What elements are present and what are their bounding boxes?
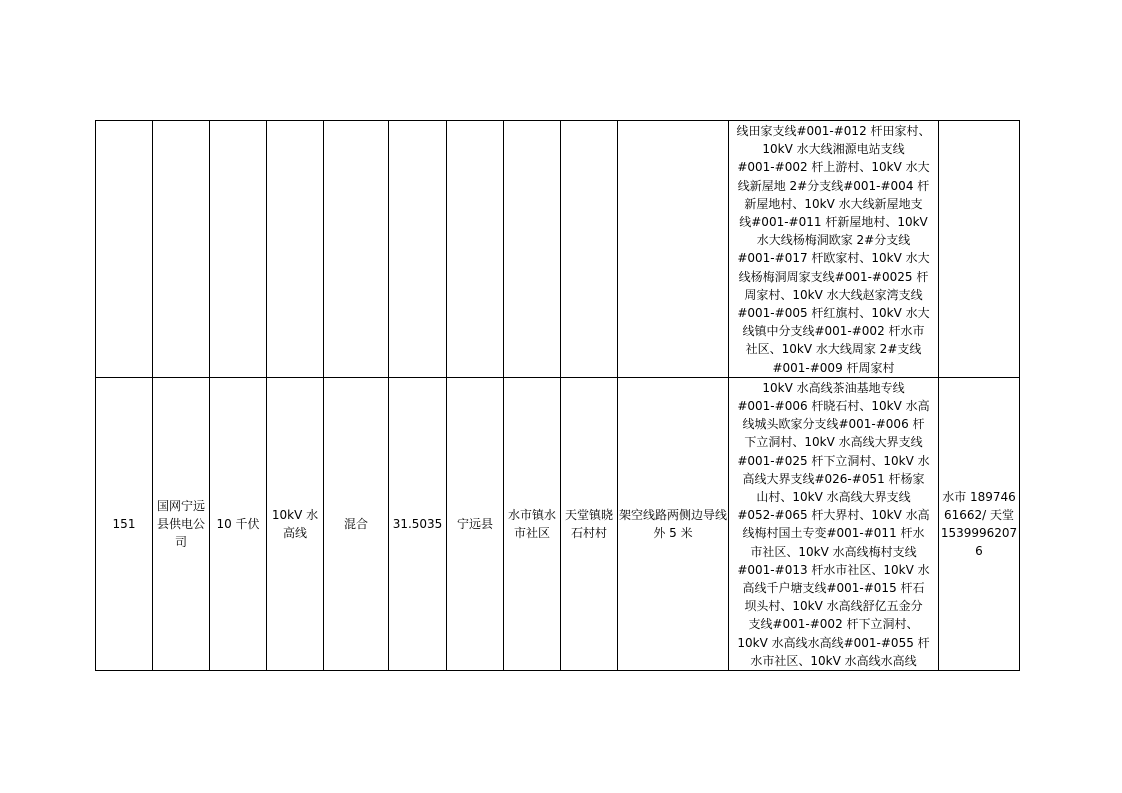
description-line: 新屋地村、10kV 水大线新屋地支 xyxy=(744,196,923,211)
cell-company: 国网宁远县供电公司 xyxy=(153,377,210,670)
description-line: 线#001-#011 杆新屋地村、10kV xyxy=(739,215,928,230)
description-line: 线杨梅洞周家支线#001-#0025 杆 xyxy=(738,269,929,284)
description-line: 10kV 水高线茶油基地专线 xyxy=(762,380,905,395)
cell-type xyxy=(324,121,389,378)
cell-contact: 水市 18974661662/ 天堂 15399962076 xyxy=(939,377,1020,670)
cell-county: 宁远县 xyxy=(447,377,504,670)
description-line: 支线#001-#002 杆下立洞村、 xyxy=(748,617,919,632)
description-line: 线城头欧家分支线#001-#006 杆 xyxy=(742,417,925,432)
description-line: 线镇中分支线#001-#002 杆水市 xyxy=(742,324,925,339)
description-line: 坝头村、10kV 水高线舒亿五金分 xyxy=(744,599,923,614)
description-line: #001-#025 杆下立洞村、10kV 水 xyxy=(737,453,930,468)
data-table xyxy=(95,120,1020,671)
cell-contact xyxy=(939,121,1020,378)
cell-value: 31.5035 xyxy=(389,377,447,670)
description-line: 水大线杨梅洞欧家 2#分支线 xyxy=(756,233,911,248)
description-line: 周家村、10kV 水大线赵家湾支线 xyxy=(744,287,923,302)
table-row xyxy=(96,377,1020,670)
description-line: 高线大界支线#026-#051 杆杨家 xyxy=(742,471,925,486)
description-line: 线梅村国土专变#001-#011 杆水 xyxy=(742,526,925,541)
description-line: 社区、10kV 水大线周家 2#支线 xyxy=(745,342,922,357)
cell-capacity: 10 千伏 xyxy=(210,377,267,670)
description-line: #001-#005 杆红旗村、10kV 水大 xyxy=(737,306,930,321)
cell-description xyxy=(729,377,939,670)
description-line: #001-#013 杆水市社区、10kV 水 xyxy=(737,562,930,577)
description-line: 山村、10kV 水高线大界支线 xyxy=(756,490,911,505)
description-line: 高线千户塘支线#001-#015 杆石 xyxy=(742,581,925,596)
cell-village xyxy=(561,121,618,378)
cell-village: 天堂镇晓石村村 xyxy=(561,377,618,670)
description-line: #001-#009 杆周家村 xyxy=(772,360,895,375)
cell-type: 混合 xyxy=(324,377,389,670)
description-line: 线新屋地 2#分支线#001-#004 杆 xyxy=(737,178,930,193)
table-row xyxy=(96,121,1020,378)
cell-description xyxy=(729,121,939,378)
cell-town: 水市镇水市社区 xyxy=(504,377,561,670)
cell-line-name: 10kV 水高线 xyxy=(267,377,324,670)
description-line: 10kV 水大线湘源电站支线 xyxy=(762,142,905,157)
cell-capacity xyxy=(210,121,267,378)
cell-range: 架空线路两侧边导线外 5 米 xyxy=(618,377,729,670)
cell-line-name xyxy=(267,121,324,378)
cell-index: 151 xyxy=(96,377,153,670)
description-line: 市社区、10kV 水高线梅村支线 xyxy=(750,544,917,559)
cell-value xyxy=(389,121,447,378)
cell-town xyxy=(504,121,561,378)
cell-company xyxy=(153,121,210,378)
description-line: 10kV 水高线水高线#001-#055 杆 xyxy=(737,635,930,650)
description-line: #001-#002 杆上游村、10kV 水大 xyxy=(737,160,930,175)
cell-index xyxy=(96,121,153,378)
description-line: 水市社区、10kV 水高线水高线 xyxy=(750,653,917,668)
description-line: #052-#065 杆大界村、10kV 水高 xyxy=(737,508,930,523)
description-line: #001-#017 杆欧家村、10kV 水大 xyxy=(737,251,930,266)
cell-county xyxy=(447,121,504,378)
description-line: 线田家支线#001-#012 杆田家村、 xyxy=(736,124,931,138)
description-line: #001-#006 杆晓石村、10kV 水高 xyxy=(737,399,930,414)
cell-range xyxy=(618,121,729,378)
description-line: 下立洞村、10kV 水高线大界支线 xyxy=(744,435,923,450)
